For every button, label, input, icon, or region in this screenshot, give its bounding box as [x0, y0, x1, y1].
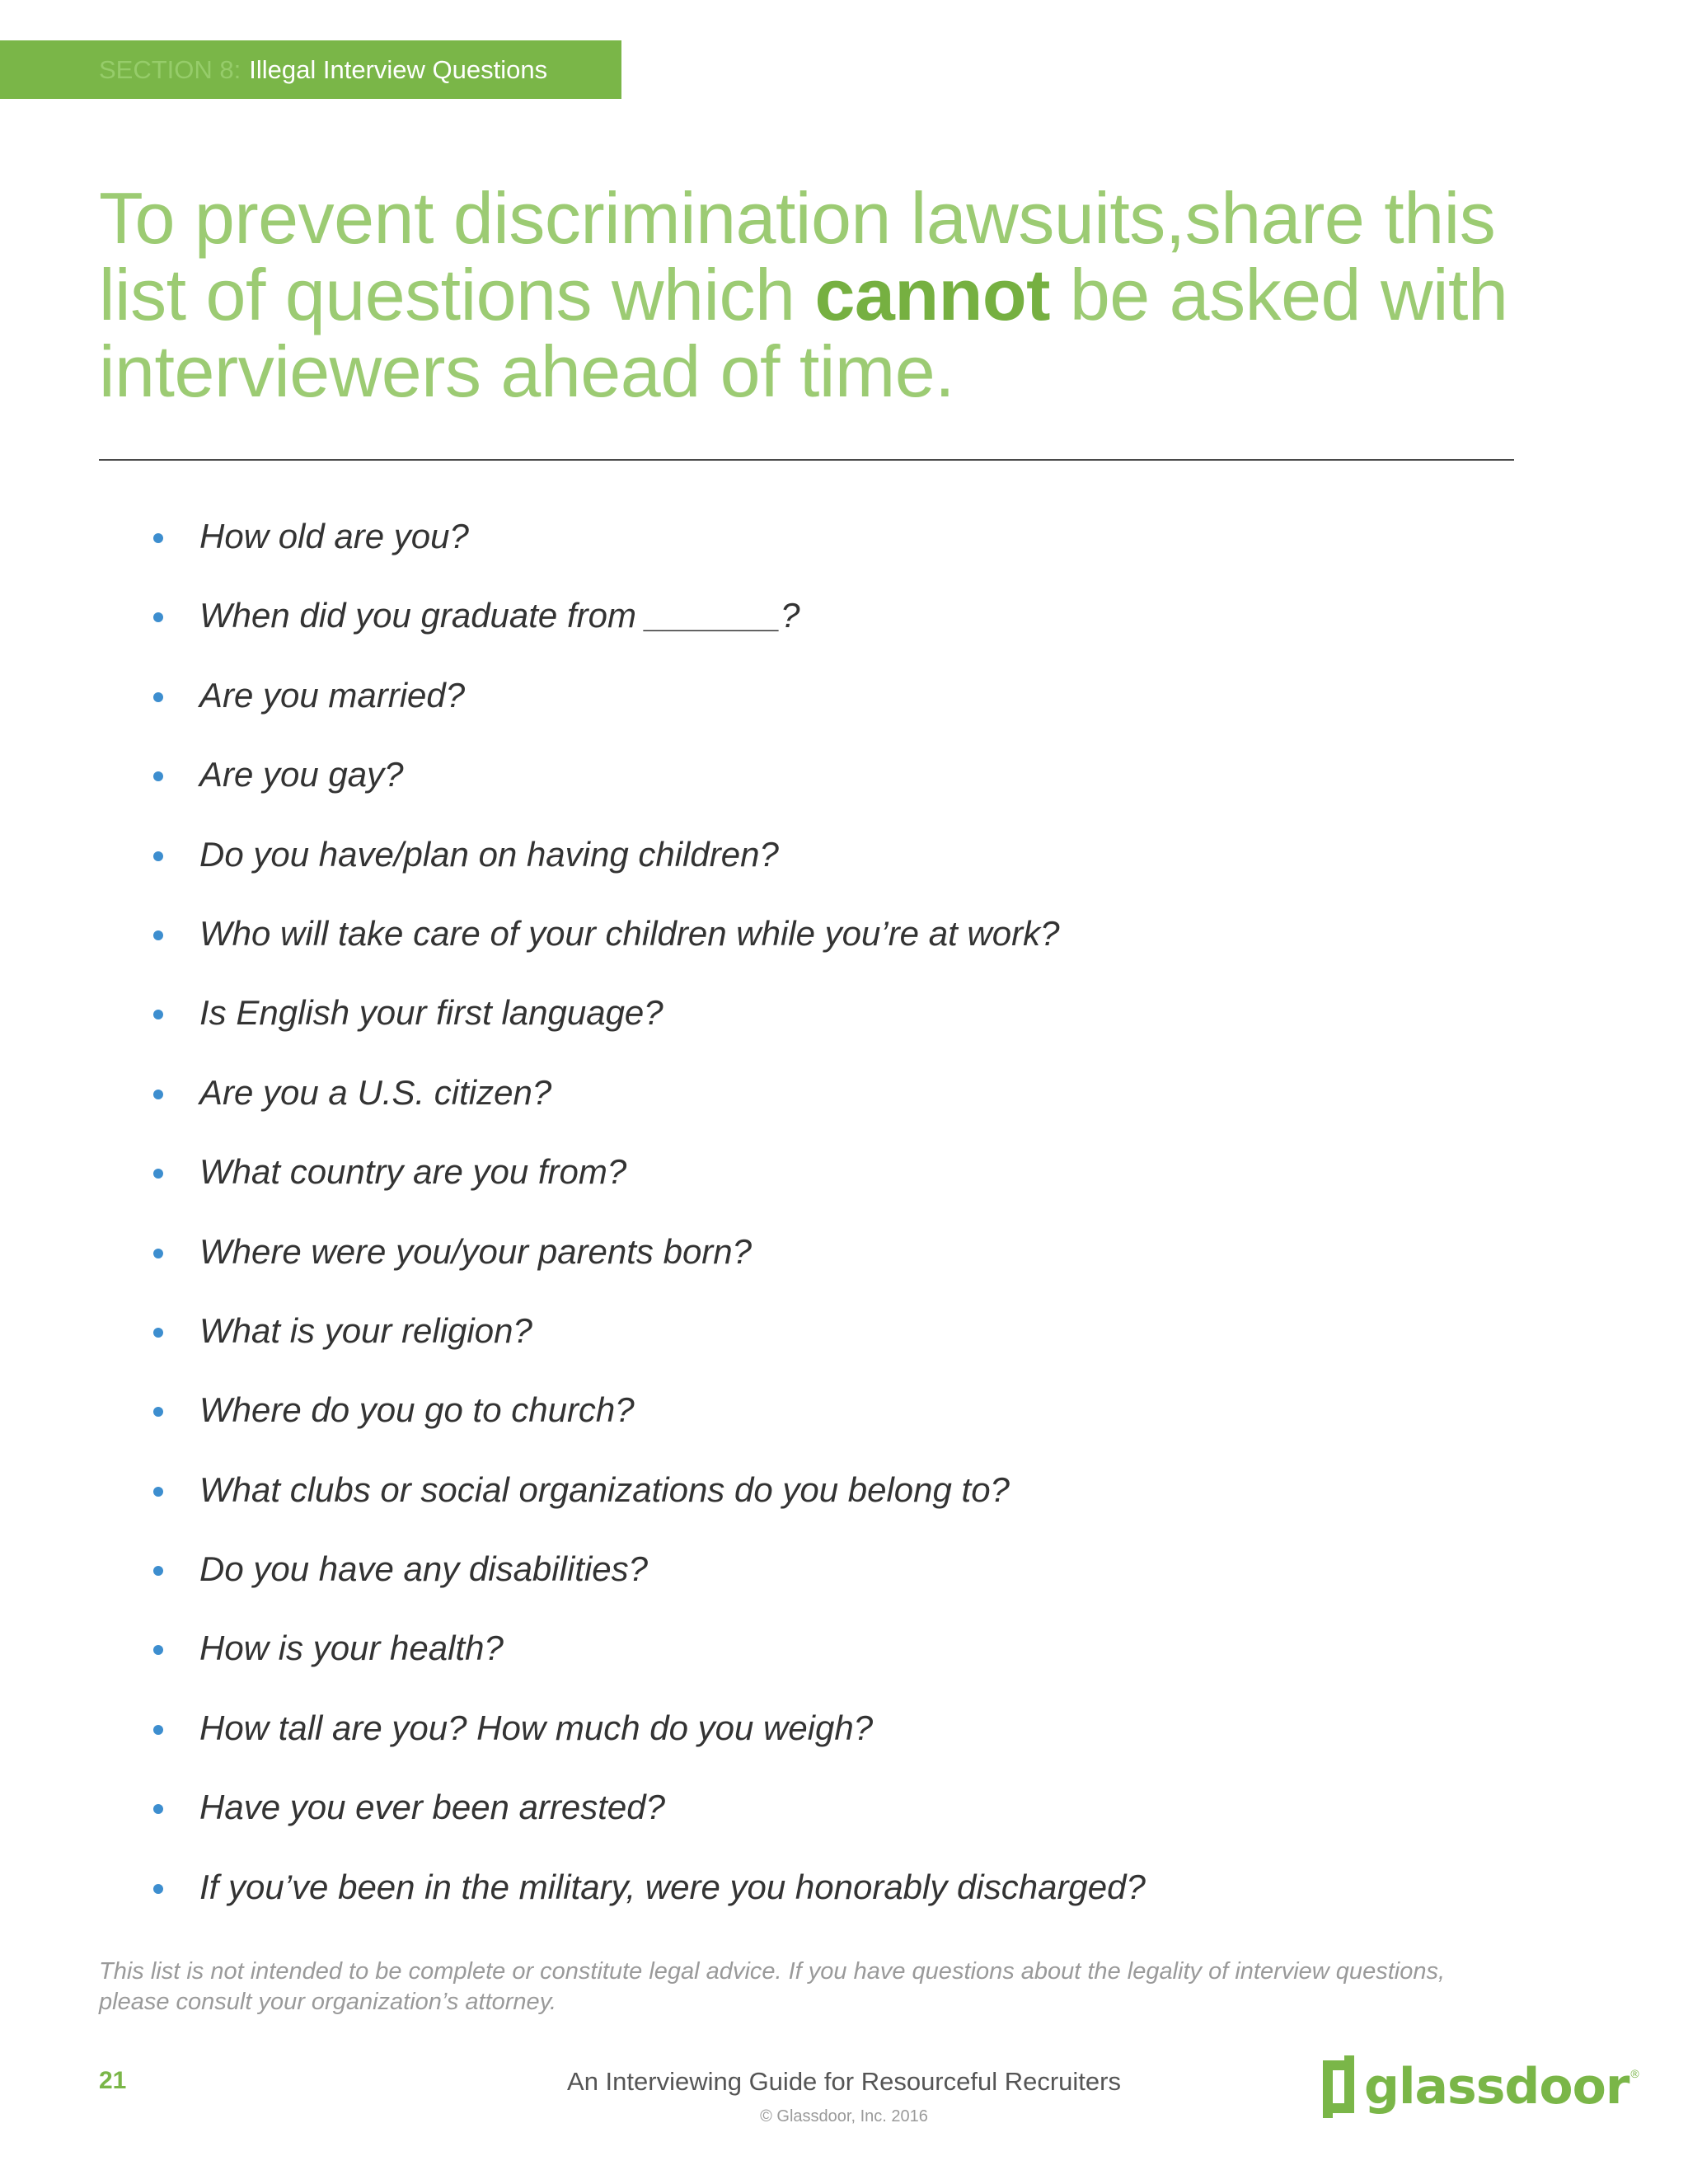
bullet-icon: [153, 692, 163, 702]
page-number: 21: [99, 2067, 127, 2094]
glassdoor-door-icon: [1323, 2055, 1354, 2118]
question-text: Have you ever been arrested?: [199, 1788, 666, 1827]
question-text: Are you married?: [199, 675, 466, 715]
bullet-icon: [153, 1090, 163, 1099]
disclaimer-note: This list is not intended to be complete or constitute legal advice. If you have questions about the legality of interview questions, please consult your organization’s attorney.: [99, 1958, 1446, 2015]
bullet-icon: [153, 930, 163, 940]
question-text: Do you have/plan on having children?: [199, 834, 779, 874]
footer-copyright: © Glassdoor, Inc. 2016: [760, 2107, 928, 2125]
bullet-icon: [153, 533, 163, 543]
question-text: What is your religion?: [199, 1310, 532, 1350]
bullet-icon: [153, 1407, 163, 1417]
question-text: How is your health?: [199, 1629, 504, 1668]
headline-emphasis: cannot: [814, 254, 1050, 335]
bullet-icon: [153, 1884, 163, 1894]
divider-rule: [99, 459, 1514, 461]
glassdoor-logo: [1323, 2054, 1639, 2120]
bullet-icon: [153, 1566, 163, 1576]
bullet-icon: [153, 771, 163, 781]
question-text: Are you a U.S. citizen?: [199, 1072, 552, 1112]
bullet-icon: [153, 612, 163, 622]
page-headline: [99, 177, 1517, 412]
question-text: Where were you/your parents born?: [199, 1231, 753, 1271]
question-text: What clubs or social organizations do you belong to?: [199, 1469, 1010, 1509]
section-label: SECTION 8:: [99, 54, 241, 84]
question-text: How tall are you? How much do you weigh?: [199, 1708, 874, 1747]
bullet-icon: [153, 1487, 163, 1497]
question-text: Who will take care of your children while you’re at work?: [199, 913, 1060, 953]
bullet-icon: [153, 1249, 163, 1258]
question-text: How old are you?: [199, 517, 469, 555]
headline-text-before: To prevent discrimination lawsuits,share this list of questions which: [99, 177, 1496, 335]
question-text: Are you gay?: [199, 755, 404, 794]
question-text: What country are you from?: [199, 1152, 627, 1192]
section-banner: [0, 40, 621, 99]
question-text: Is English your first language?: [199, 993, 663, 1033]
bullet-icon: [153, 1804, 163, 1814]
logo-wordmark: glassdoor: [1364, 2058, 1629, 2116]
logo-registered-mark: ®: [1630, 2067, 1639, 2080]
question-text: If you’ve been in the military, were you honorably discharged?: [199, 1867, 1146, 1906]
headline-text-after: be asked with interviewers ahead of time.: [99, 254, 1508, 412]
question-text: Do you have any disabilities?: [199, 1549, 648, 1589]
bullet-icon: [153, 1725, 163, 1735]
question-text: Where do you go to church?: [199, 1390, 635, 1430]
question-text: When did you graduate from _______?: [199, 596, 800, 635]
bullet-icon: [153, 1010, 163, 1019]
bullet-icon: [153, 851, 163, 861]
bullet-icon: [153, 1645, 163, 1655]
section-name: Illegal Interview Questions: [249, 54, 548, 84]
bullet-icon: [153, 1169, 163, 1179]
bullet-icon: [153, 1328, 163, 1338]
footer-guide-title: An Interviewing Guide for Resourceful Recruiters: [567, 2067, 1121, 2096]
